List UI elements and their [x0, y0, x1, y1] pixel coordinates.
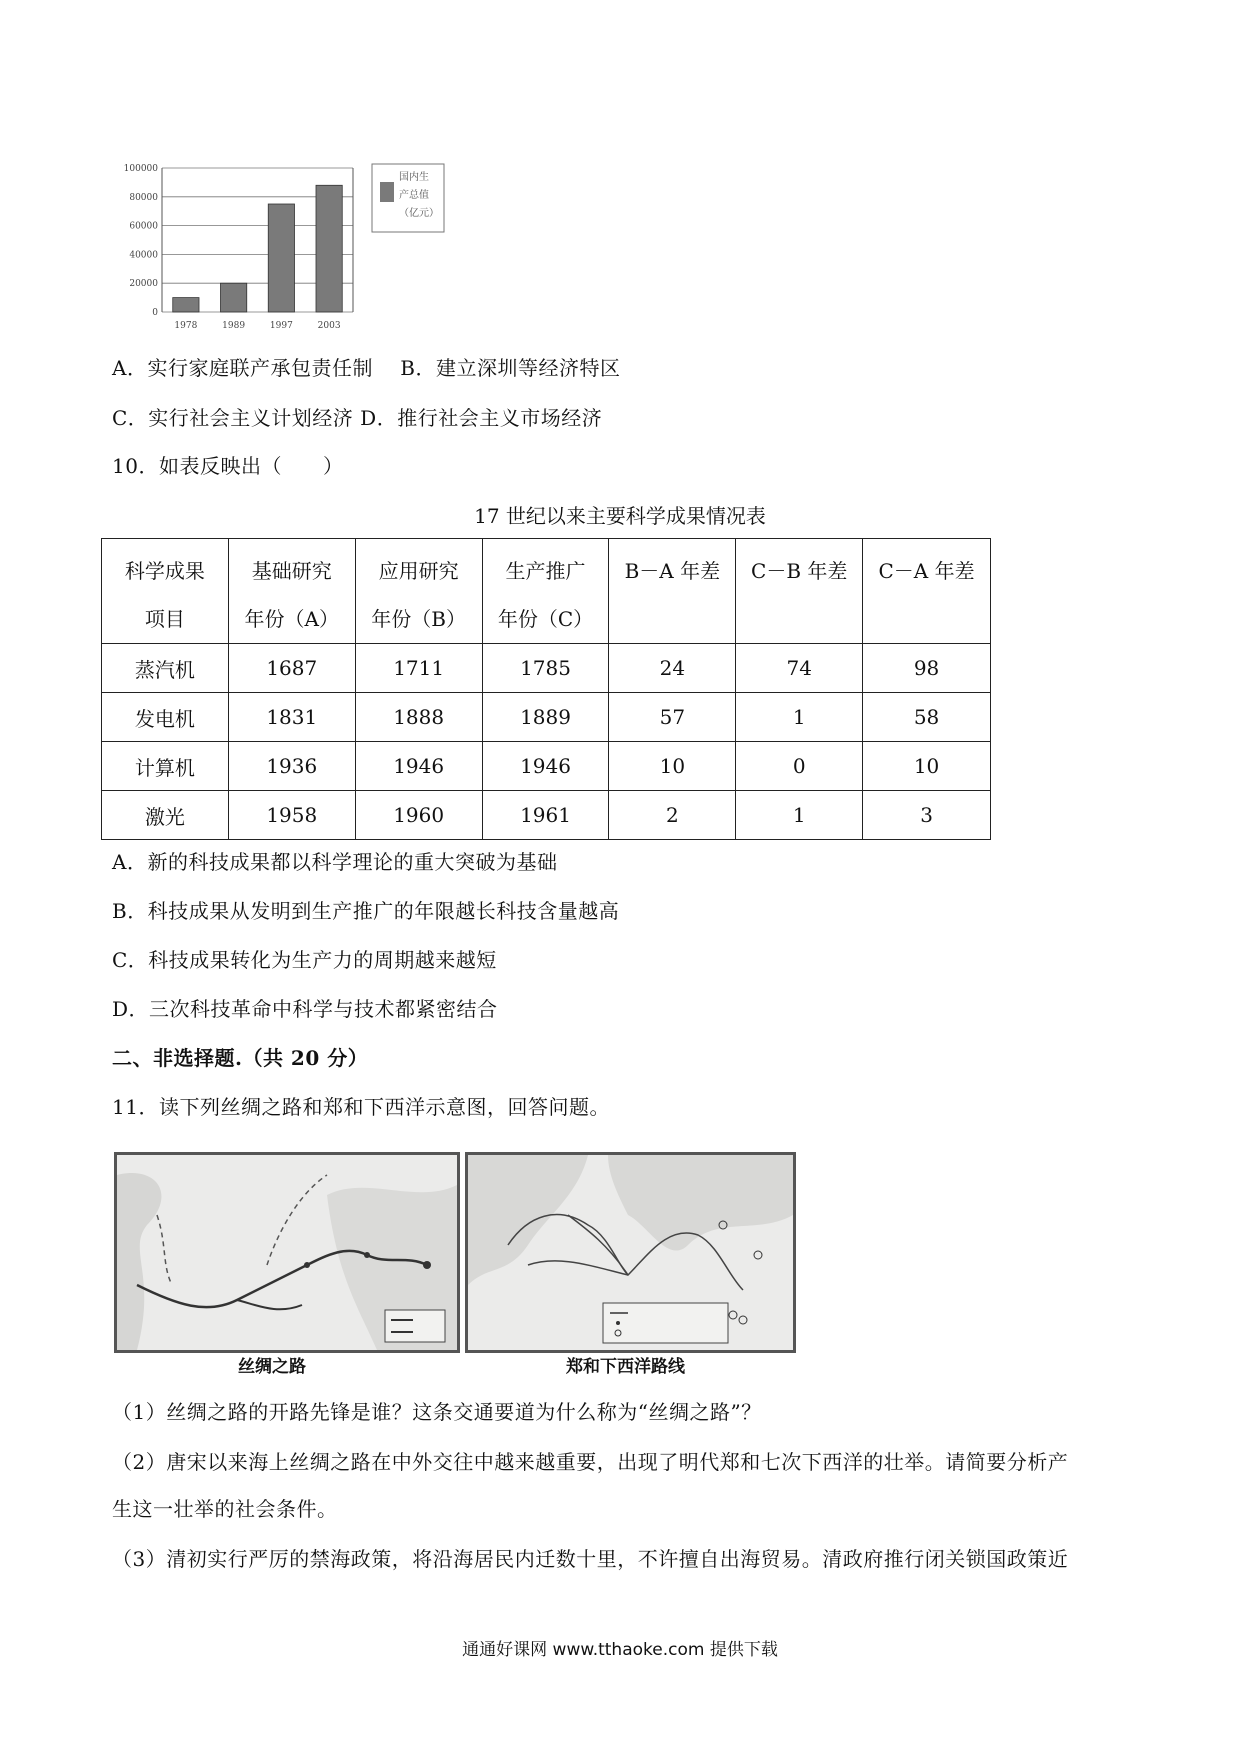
section-heading: 二、非选择题.（共 20 分）: [112, 1046, 369, 1070]
table-cell: 1: [736, 791, 863, 840]
y-tick-label: 100000: [123, 164, 158, 174]
table-cell: 1888: [355, 693, 482, 742]
y-tick-label: 60000: [129, 221, 158, 232]
table-cell: 激光: [102, 791, 229, 840]
q9-options-line-1: A．实行家庭联产承包责任制 B．建立深圳等经济特区: [112, 356, 621, 380]
q11-part-2-line-1: （2）唐宋以来海上丝绸之路在中外交往中越来越重要，出现了明代郑和七次下西洋的壮举。请简要分析产: [112, 1450, 1069, 1474]
science-results-table: [101, 538, 991, 840]
table-cell: 1961: [482, 791, 609, 840]
q10-stem: 10．如表反映出（ ）: [112, 454, 344, 478]
table-cell: 计算机: [102, 742, 229, 791]
legend-label: 产总值: [399, 190, 429, 201]
header-item: 科学成果 项目: [102, 539, 229, 644]
y-tick-label: 20000: [129, 279, 158, 290]
y-tick-label: 0: [152, 308, 158, 318]
x-tick-label: 1997: [269, 321, 293, 331]
header-production: 生产推广 年份（C）: [482, 539, 609, 644]
zheng-he-voyage-map: [465, 1152, 796, 1353]
zheng-he-caption: 郑和下西洋路线: [566, 1357, 685, 1377]
y-tick-label: 80000: [129, 192, 158, 203]
table-cell: 57: [609, 693, 736, 742]
table-cell: 1936: [228, 742, 355, 791]
x-tick-label: 2003: [317, 321, 341, 331]
table-title: 17 世纪以来主要科学成果情况表: [474, 504, 766, 528]
x-tick-label: 1989: [222, 321, 246, 331]
y-tick-label: 40000: [129, 250, 158, 261]
table-cell: 蒸汽机: [102, 644, 229, 693]
zheng-he-map-drawing: [468, 1155, 793, 1350]
table-cell: 98: [863, 644, 991, 693]
table-row: [102, 791, 991, 840]
table-cell: 1687: [228, 644, 355, 693]
table-cell: 24: [609, 644, 736, 693]
table-cell: 2: [609, 791, 736, 840]
table-cell: 10: [609, 742, 736, 791]
table-cell: 1946: [482, 742, 609, 791]
bar: [173, 298, 199, 312]
x-tick-label: 1978: [174, 321, 198, 331]
header-basic-research: 基础研究 年份（A）: [228, 539, 355, 644]
legend-label: （亿元）: [399, 208, 439, 219]
table-row: [102, 693, 991, 742]
q11-part-3: （3）清初实行严厉的禁海政策，将沿海居民内迁数十里，不许擅自出海贸易。清政府推行闭关锁国政策近: [112, 1547, 1069, 1571]
table-cell: 1831: [228, 693, 355, 742]
table-cell: 1711: [355, 644, 482, 693]
q11-part-2-line-2: 生这一壮举的社会条件。: [112, 1497, 338, 1521]
q10-option-d: D．三次科技革命中科学与技术都紧密结合: [112, 997, 498, 1021]
q9-options-line-2: C．实行社会主义计划经济 D．推行社会主义市场经济: [112, 406, 603, 430]
header-c-a: C－A 年差: [863, 539, 991, 644]
header-b-a: B－A 年差: [609, 539, 736, 644]
table-cell: 发电机: [102, 693, 229, 742]
table-cell: 0: [736, 742, 863, 791]
footer-text: 通通好课网 www.tthaoke.com 提供下载: [462, 1640, 778, 1660]
silk-road-caption: 丝绸之路: [238, 1357, 306, 1377]
header-c-b: C－B 年差: [736, 539, 863, 644]
legend-label: 国内生: [399, 172, 429, 183]
q10-option-c: C．科技成果转化为生产力的周期越来越短: [112, 948, 497, 972]
table-cell: 1785: [482, 644, 609, 693]
table-cell: 3: [863, 791, 991, 840]
table-cell: 1889: [482, 693, 609, 742]
bar: [268, 204, 294, 312]
bar: [316, 185, 342, 312]
table-cell: 1: [736, 693, 863, 742]
table-header-row: [102, 539, 991, 644]
silk-road-map-drawing: [117, 1155, 457, 1350]
table-cell: 58: [863, 693, 991, 742]
table-cell: 74: [736, 644, 863, 693]
legend-swatch: [380, 182, 394, 202]
table-row: [102, 644, 991, 693]
header-applied-research: 应用研究 年份（B）: [355, 539, 482, 644]
q11-stem: 11．读下列丝绸之路和郑和下西洋示意图，回答问题。: [112, 1095, 610, 1119]
q10-option-a: A．新的科技成果都以科学理论的重大突破为基础: [112, 850, 558, 874]
silk-road-map: [114, 1152, 460, 1353]
bar: [220, 283, 246, 312]
table-cell: 1946: [355, 742, 482, 791]
q11-part-1: （1）丝绸之路的开路先锋是谁？这条交通要道为什么称为“丝绸之路”？: [112, 1400, 762, 1424]
table-cell: 1958: [228, 791, 355, 840]
table-cell: 10: [863, 742, 991, 791]
table-row: [102, 742, 991, 791]
gdp-bar-chart: [110, 160, 480, 340]
q10-option-b: B．科技成果从发明到生产推广的年限越长科技含量越高: [112, 899, 620, 923]
table-cell: 1960: [355, 791, 482, 840]
